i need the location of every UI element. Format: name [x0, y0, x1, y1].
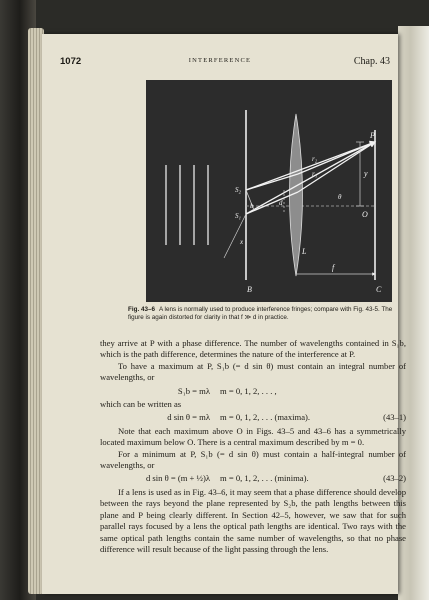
label-x: x	[240, 238, 244, 246]
lens-interference-diagram	[146, 80, 392, 302]
book-page	[42, 34, 406, 594]
running-head: INTERFERENCE	[188, 57, 252, 64]
caption-label: Fig. 43–6	[128, 306, 155, 313]
label-f: f	[332, 263, 335, 272]
equation-path-difference: S₁b = mλ m = 0, 1, 2, . . . ,	[177, 385, 277, 396]
label-theta: θ	[338, 193, 342, 201]
label-O: O	[362, 210, 368, 219]
x-line	[224, 214, 246, 258]
paragraph-4: Note that each maximum above O in Figs. 43–5 and 43–6 has a symmetrically located maximum below O. There is a central maximum described by m = 0.	[100, 425, 406, 448]
figure-43-6	[146, 80, 392, 302]
paragraph-3: which can be written as	[100, 399, 182, 410]
paragraph-1: they arrive at P with a phase difference. The number of wavelengths contained in S₁b, which is the path difference, determines the nature of the interference at P.	[100, 338, 406, 360]
label-d: d	[279, 199, 283, 207]
paragraph-6: If a lens is used as in Fig. 43–6, it may seem that a phase difference should develop between the rays beyond the plane represented by S₂b, the path lengths between this plane and P being clearly different. In Section 42–5, however, we saw that for such parallel rays focused by a lens the optical path lengths are identical. Two rays with the same optical path lengths contain the same number of wavelengths, so that no phase difference will result because of the light passing through the lens.	[100, 486, 406, 554]
label-r1: r₁	[312, 170, 318, 178]
label-S2: S₂	[235, 186, 241, 194]
rays	[246, 142, 375, 214]
page-header	[50, 56, 390, 70]
paragraph-2: To have a maximum at P, S₁b (= d sin θ) must contain an integral number of wavelengths, or	[100, 360, 406, 383]
caption-text: A lens is normally used to produce interference fringes; compare with Fig. 43-5. The figure is again distorted for clarity in that f ≫ d in practice.	[128, 306, 393, 322]
incoming-wavefronts	[166, 165, 208, 245]
label-b: b	[250, 202, 254, 210]
label-B: B	[247, 285, 252, 294]
equation-43-1: d sin θ = mλ m = 0, 1, 2, . . . (maxima). (43–1)	[167, 412, 406, 423]
label-y: y	[364, 169, 368, 178]
figure-caption	[128, 306, 394, 323]
label-L: L	[302, 247, 307, 256]
body-text	[100, 338, 406, 555]
chapter-label: Chap. 43	[353, 56, 390, 67]
page-number: 1072	[60, 56, 82, 67]
equation-43-2: d sin θ = (m + ½)λ m = 0, 1, 2, . . . (minima). (43–2)	[145, 473, 406, 484]
label-S1: S₁	[235, 212, 241, 220]
paragraph-5: For a minimum at P, S₁b (= d sin θ) must contain a half-integral number of wavelengths, or	[100, 448, 406, 471]
label-P: P	[370, 131, 375, 140]
label-r2: r₂	[312, 155, 318, 163]
label-C: C	[376, 285, 382, 294]
